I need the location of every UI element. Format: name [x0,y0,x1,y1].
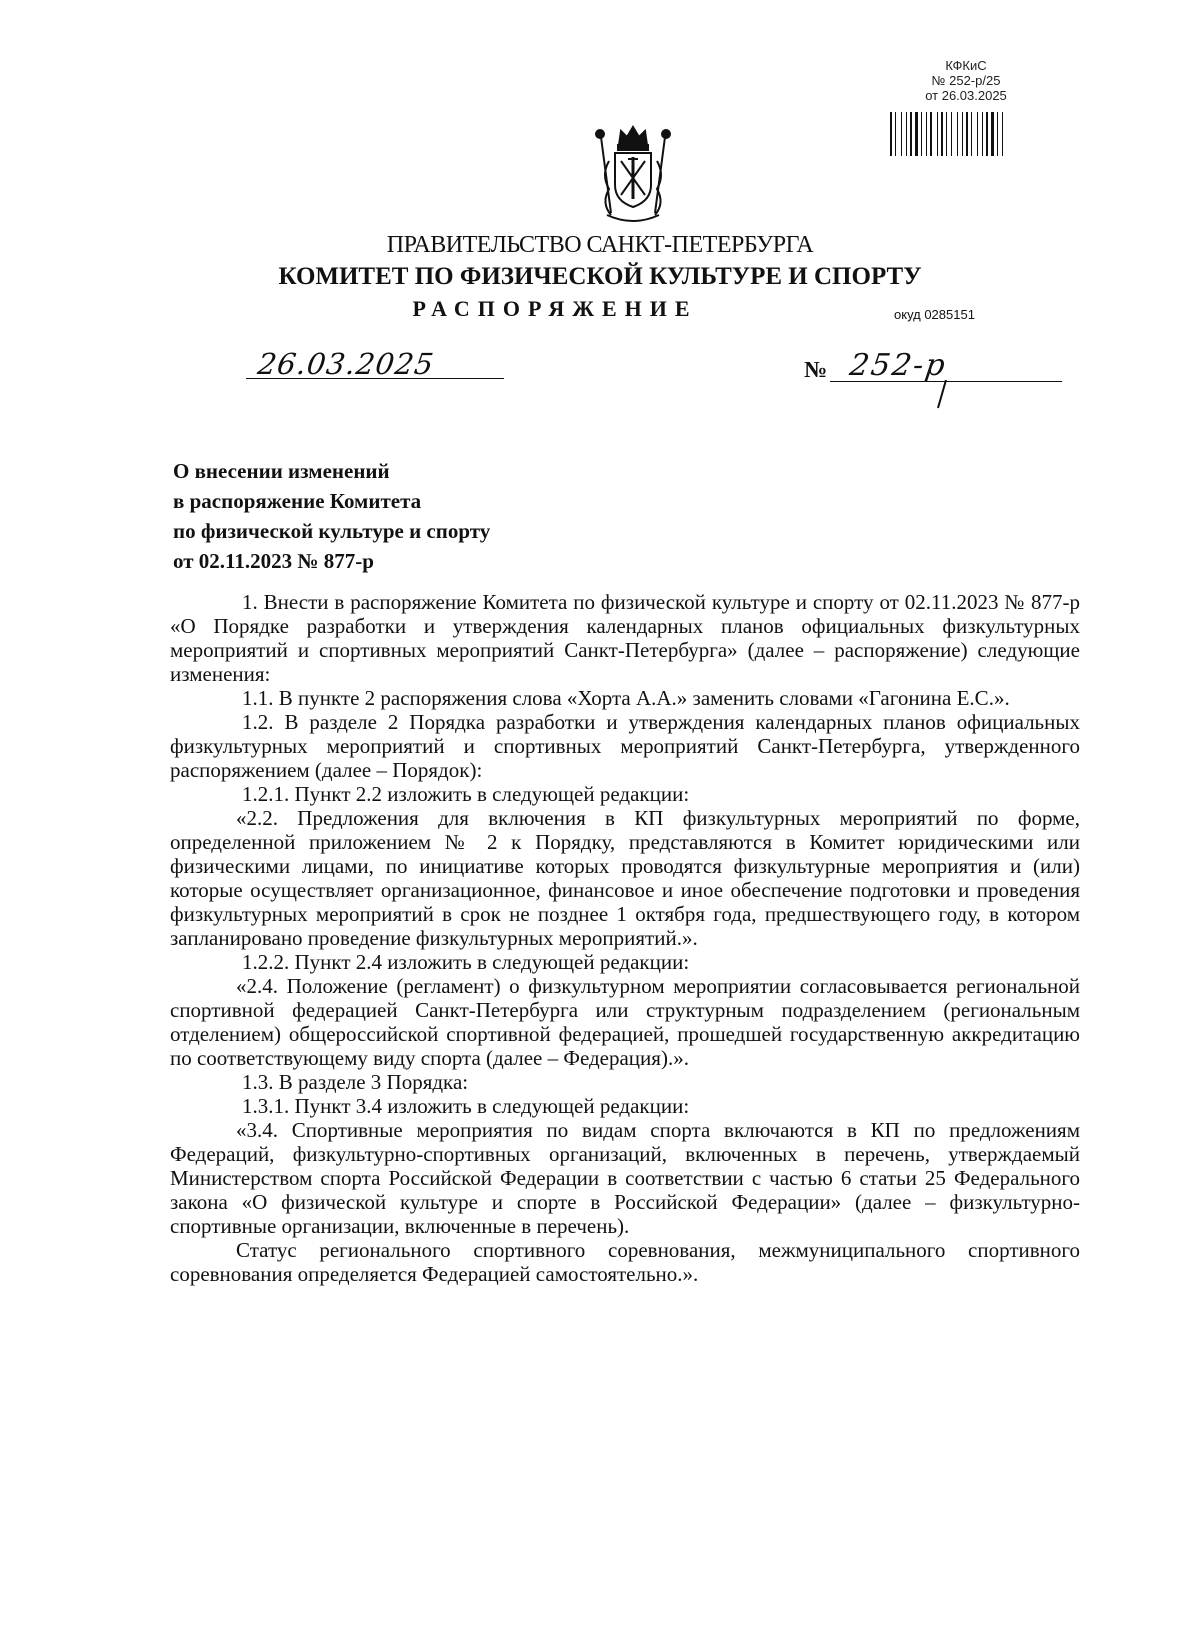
paragraph-1-3-1: 1.3.1. Пункт 3.4 изложить в следующей редакции: [242,1094,690,1118]
paragraph-3-4-quote: «3.4. Спортивные мероприятия по видам спорта включаются в КП по предложениям Федераций, физкультурно-спортивных организаций, включенных в перечень, утверждаемый Министерством спорта Российской Федерации в соответствии с частью 6 статьи 25 Федерального закона «О физической культуре и спорте в Российской Федерации» (далее – физкультурно-спортивные организации, включенные в перечень). [170,1118,1080,1238]
barcode-bar [951,112,952,156]
barcode-bar [921,112,922,156]
barcode-bar [986,112,988,156]
okud-code: окуд 0285151 [894,307,975,322]
paragraph-2-2-quote: «2.2. Предложения для включения в КП физкультурных мероприятий по форме, определенной приложением № 2 к Порядку, представляются в Комитет юридическими или физическими лицами, по инициативе которых проводятся физкультурные мероприятия и (или) которые осуществляет организационное, финансовое и иное обеспечение подготовки и проведения физкультурных мероприятий в срок не позднее 1 октября года, предшествующего году, в котором запланировано проведение физкультурных мероприятий.». [170,806,1080,950]
handwritten-number: 252-р [847,348,950,383]
subject-line: О внесении изменений [173,459,390,483]
handwriting-stroke [934,380,948,410]
barcode-bar [915,112,918,156]
barcode-bar [895,112,896,156]
barcode-bar [946,112,947,156]
barcode-bar [926,112,927,156]
barcode-bar [937,112,938,156]
barcode-bar [930,112,932,156]
barcode-bar [982,112,983,156]
subject-line: в распоряжение Комитета [173,489,422,513]
paragraph-status: Статус регионального спортивного соревнования, межмуниципального спортивного соревнования определяется Федерацией самостоятельно.». [170,1238,1080,1286]
handwritten-date: 26.03.2025 [255,347,437,381]
barcode-bar [901,112,902,156]
barcode-bar [906,112,907,156]
government-title: ПРАВИТЕЛЬСТВО САНКТ-ПЕТЕРБУРГА [386,232,814,258]
paragraph-1: 1. Внести в распоряжение Комитета по физической культуре и спорту от 02.11.2023 № 877-р «О Порядке разработки и утверждения календарных планов официальных физкультурных мероприятий и спортивных мероприятий Санкт-Петербурга» (далее – распоряжение) следующие изменения: [170,590,1080,686]
coat-of-arms-emblem [585,123,681,227]
number-sign: № [804,357,828,382]
stamp-org: КФКиС [945,58,987,73]
barcode [890,112,1042,156]
stamp-number: № 252-р/25 [931,73,1001,88]
document-type: РАСПОРЯЖЕНИЕ [412,296,698,321]
barcode-bar [957,112,958,156]
barcode-bar [941,112,943,156]
barcode-bar [997,112,998,156]
paragraph-1-2-2: 1.2.2. Пункт 2.4 изложить в следующей редакции: [242,950,690,974]
barcode-bar [966,112,968,156]
registration-stamp [886,58,1046,103]
stamp-date: от 26.03.2025 [925,88,1007,103]
document-subject [173,456,673,576]
subject-line: от 02.11.2023 № 877-р [173,549,374,573]
barcode-bar [977,112,978,156]
date-underline [246,378,504,379]
paragraph-1-2: 1.2. В разделе 2 Порядка разработки и утверждения календарных планов официальных физкультурных мероприятий и спортивных мероприятий Санкт-Петербурга, утвержденного распоряжением (далее – Порядок): [170,710,1080,782]
committee-title: КОМИТЕТ ПО ФИЗИЧЕСКОЙ КУЛЬТУРЕ И СПОРТУ [278,263,922,290]
paragraph-2-4-quote: «2.4. Положение (регламент) о физкультурном мероприятии согласовывается региональной спортивной федерацией Санкт-Петербурга или структурным подразделением (региональным отделением) общероссийской спортивной федерацией, прошедшей государственную аккредитацию по соответствующему виду спорта (далее – Федерация).». [170,974,1080,1070]
paragraph-1-2-1: 1.2.1. Пункт 2.2 изложить в следующей редакции: [242,782,690,806]
barcode-bar [962,112,963,156]
barcode-bar [991,112,994,156]
subject-line: по физической культуре и спорту [173,519,491,543]
barcode-bar [1002,112,1003,156]
paragraph-1-3: 1.3. В разделе 3 Порядка: [242,1070,469,1094]
paragraph-1-1: 1.1. В пункте 2 распоряжения слова «Хорта А.А.» заменить словами «Гагонина Е.С.». [242,686,1010,710]
barcode-bar [971,112,972,156]
document-body [170,590,1080,1286]
barcode-bar [910,112,912,156]
barcode-bar [890,112,892,156]
